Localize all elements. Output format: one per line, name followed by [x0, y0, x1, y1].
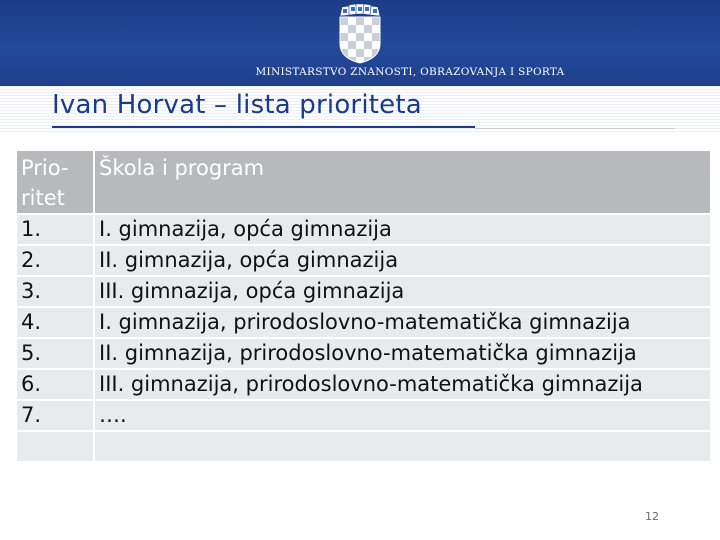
header-priority: Prio- ritet [17, 151, 93, 213]
priority-table [15, 149, 712, 463]
table-row [17, 401, 710, 430]
program-cell: I. gimnazija, prirodoslovno-matematička gimnazija [95, 308, 710, 337]
title-underline [52, 126, 475, 128]
table-row [17, 339, 710, 368]
rank-cell: 7. [17, 401, 93, 430]
ministry-name: MINISTARSTVO ZNANOSTI, OBRAZOVANJA I SPORTA [255, 66, 565, 78]
rank-cell: 3. [17, 277, 93, 306]
program-cell: II. gimnazija, opća gimnazija [95, 246, 710, 275]
rank-cell [17, 432, 93, 461]
table-row [17, 308, 710, 337]
rank-cell: 2. [17, 246, 93, 275]
table-row [17, 246, 710, 275]
title-rule-extension [475, 128, 675, 129]
table-header-row [17, 151, 710, 213]
program-cell [95, 432, 710, 461]
table-row [17, 215, 710, 244]
rank-cell: 5. [17, 339, 93, 368]
croatian-coat-of-arms-icon [337, 4, 383, 64]
program-cell: III. gimnazija, prirodoslovno-matematička gimnazija [95, 370, 710, 399]
slide-title: Ivan Horvat – lista prioriteta [52, 90, 422, 120]
rank-cell: 1. [17, 215, 93, 244]
rank-cell: 4. [17, 308, 93, 337]
table-row [17, 370, 710, 399]
table-row [17, 277, 710, 306]
page-number: 12 [645, 510, 659, 523]
program-cell: I. gimnazija, opća gimnazija [95, 215, 710, 244]
rank-cell: 6. [17, 370, 93, 399]
table-row-empty [17, 432, 710, 461]
header-school-program: Škola i program [95, 151, 710, 213]
program-cell: …. [95, 401, 710, 430]
program-cell: II. gimnazija, prirodoslovno-matematička gimnazija [95, 339, 710, 368]
program-cell: III. gimnazija, opća gimnazija [95, 277, 710, 306]
